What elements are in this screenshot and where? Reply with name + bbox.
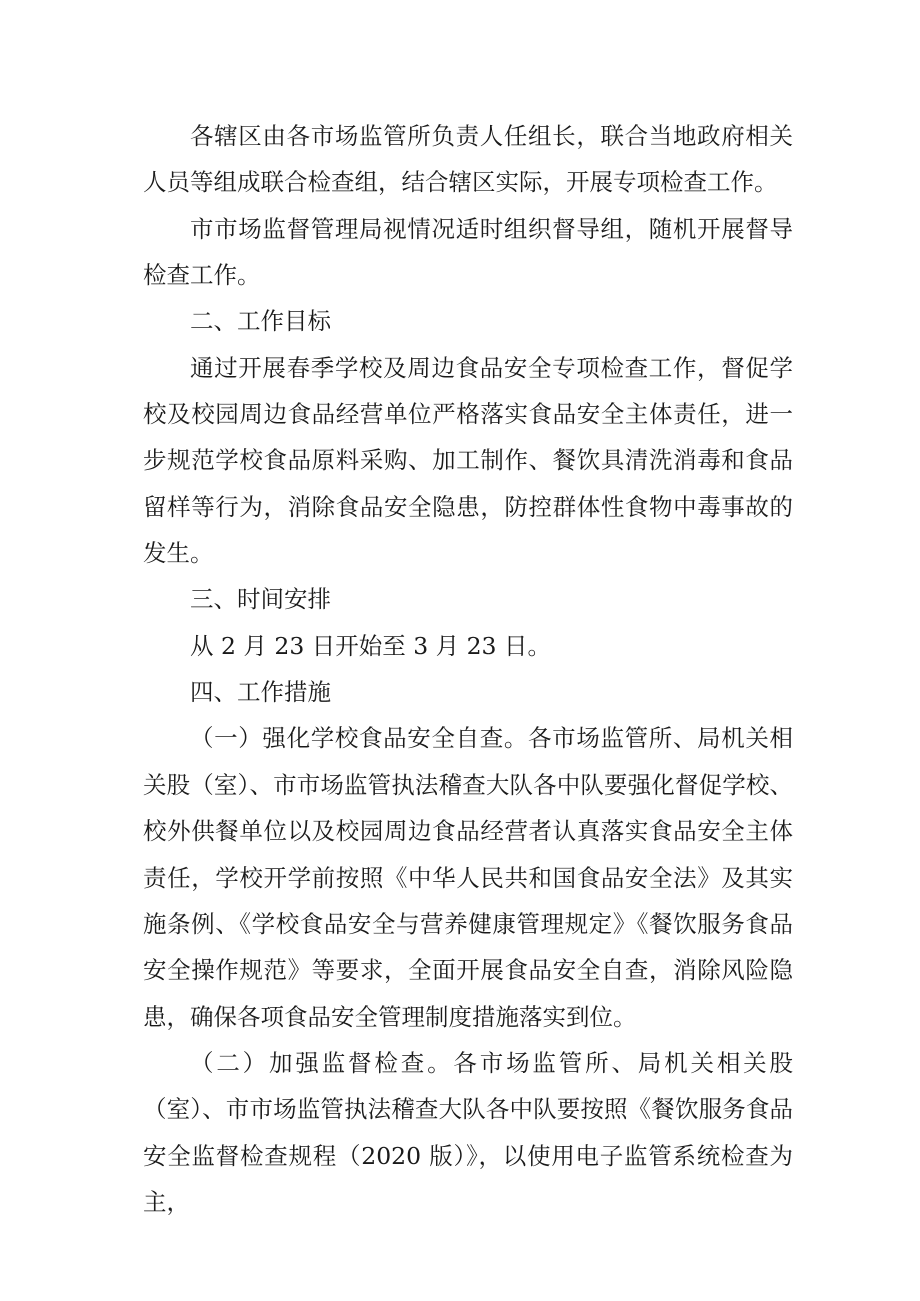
- document-body: [143, 113, 793, 1225]
- paragraph-inspection-groups: 各辖区由各市场监管所负责人任组长，联合当地政府相关人员等组成联合检查组，结合辖区实际，开展专项检查工作。: [143, 122, 793, 197]
- section-heading-measures: 四、工作措施: [190, 678, 331, 707]
- section-heading-goals: 二、工作目标: [190, 307, 331, 336]
- paragraph-schedule: 从 2 月 23 日开始至 3 月 23 日。: [190, 631, 551, 660]
- paragraph-goals: 通过开展春季学校及周边食品安全专项检查工作，督促学校及校园周边食品经营单位严格落实食品安全主体责任，进一步规范学校食品原料采购、加工制作、餐饮具清洗消毒和食品留样等行为，消除食品安全隐患，防控群体性食物中毒事故的发生。: [143, 353, 793, 568]
- section-heading-schedule: 三、时间安排: [190, 585, 331, 614]
- paragraph-supervision: 市市场监督管理局视情况适时组织督导组，随机开展督导检查工作。: [143, 214, 793, 290]
- paragraph-measure-self-check: （一）强化学校食品安全自查。各市场监管所、局机关相关股（室）、市市场监管执法稽查大队各中队要强化督促学校、校外供餐单位以及校园周边食品经营者认真落实食品安全主体责任，学校开学前按照《中华人民共和国食品安全法》及其实施条例、《学校食品安全与营养健康管理规定》《餐饮服务食品安全操作规范》等要求，全面开展食品安全自查，消除风险隐患，确保各项食品安全管理制度措施落实到位。: [143, 724, 793, 1031]
- paragraph-measure-inspection: （二）加强监督检查。各市场监管所、局机关相关股（室）、市市场监管执法稽查大队各中队要按照《餐饮服务食品安全监督检查规程（2020 版）》，以使用电子监管系统检查为主，: [143, 1048, 793, 1216]
